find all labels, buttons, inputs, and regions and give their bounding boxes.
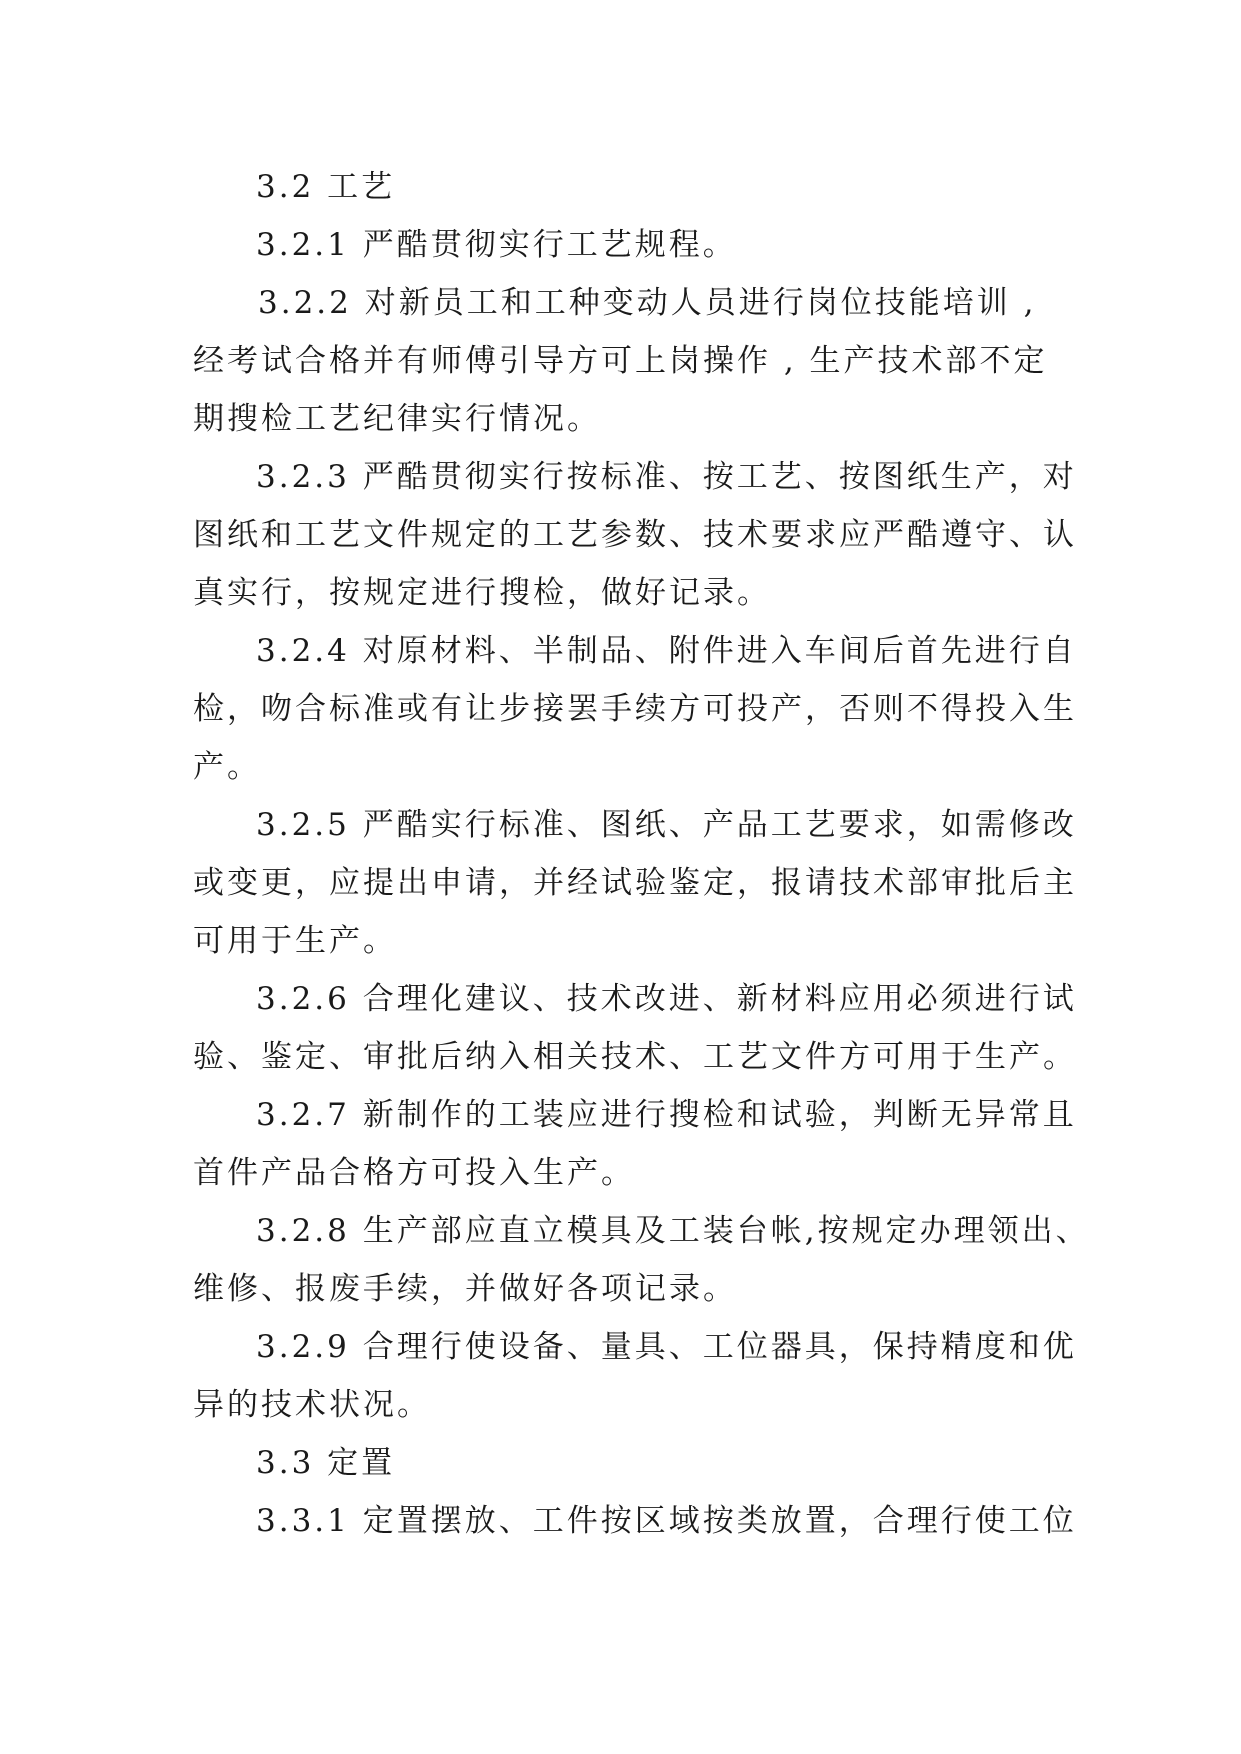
heading-3-2: 3.2 工艺	[256, 169, 396, 205]
heading-3-3: 3.3 定置	[256, 1445, 396, 1481]
clause-3-2-2-line-3: 期搜检工艺纪律实行情况。	[193, 401, 601, 437]
clause-3-2-4-line-1: 3.2.4 对原材料、半制品、附件进入车间后首先进行自	[256, 633, 1077, 669]
clause-3-2-4-line-3: 产。	[193, 749, 261, 785]
clause-3-2-7-line-1: 3.2.7 新制作的工装应进行搜检和试验，判断无异常且	[256, 1097, 1077, 1133]
clause-3-2-3-line-3: 真实行，按规定进行搜检，做好记录。	[193, 575, 771, 611]
clause-3-2-2-line-1: 3.2.2 对新员工和工种变动人员进行岗位技能培训 ,	[258, 285, 1037, 321]
clause-3-2-3-line-1: 3.2.3 严酷贯彻实行按标准、按工艺、按图纸生产，对	[256, 459, 1077, 495]
clause-3-2-4-line-2: 检，吻合标准或有让步接罢手续方可投产，否则不得投入生	[193, 691, 1077, 727]
clause-3-2-7-line-2: 首件产品合格方可投入生产。	[193, 1155, 635, 1191]
clause-3-2-5-line-3: 可用于生产。	[193, 923, 397, 959]
clause-3-2-9-line-2: 异的技术状况。	[193, 1387, 431, 1423]
clause-3-2-5-line-2: 或变更，应提出申请，并经试验鉴定，报请技术部审批后主	[193, 865, 1077, 901]
clause-3-2-6-line-2: 验、鉴定、审批后纳入相关技术、工艺文件方可用于生产。	[193, 1039, 1077, 1075]
clause-3-2-9-line-1: 3.2.9 合理行使设备、量具、工位器具，保持精度和优	[256, 1329, 1077, 1365]
clause-3-2-2-line-2: 经考试合格并有师傅引导方可上岗操作 , 生产技术部不定	[193, 343, 1048, 379]
clause-3-3-1-line-1: 3.3.1 定置摆放、工件按区域按类放置，合理行使工位	[256, 1503, 1077, 1539]
clause-3-2-8-line-1: 3.2.8 生产部应直立模具及工装台帐,按规定办理领出、	[256, 1213, 1090, 1249]
clause-3-2-3-line-2: 图纸和工艺文件规定的工艺参数、技术要求应严酷遵守、认	[193, 517, 1077, 553]
clause-3-2-6-line-1: 3.2.6 合理化建议、技术改进、新材料应用必须进行试	[256, 981, 1077, 1017]
clause-3-2-1: 3.2.1 严酷贯彻实行工艺规程。	[256, 227, 737, 263]
clause-3-2-8-line-2: 维修、报废手续，并做好各项记录。	[193, 1271, 737, 1307]
clause-3-2-5-line-1: 3.2.5 严酷实行标准、图纸、产品工艺要求，如需修改	[256, 807, 1077, 843]
